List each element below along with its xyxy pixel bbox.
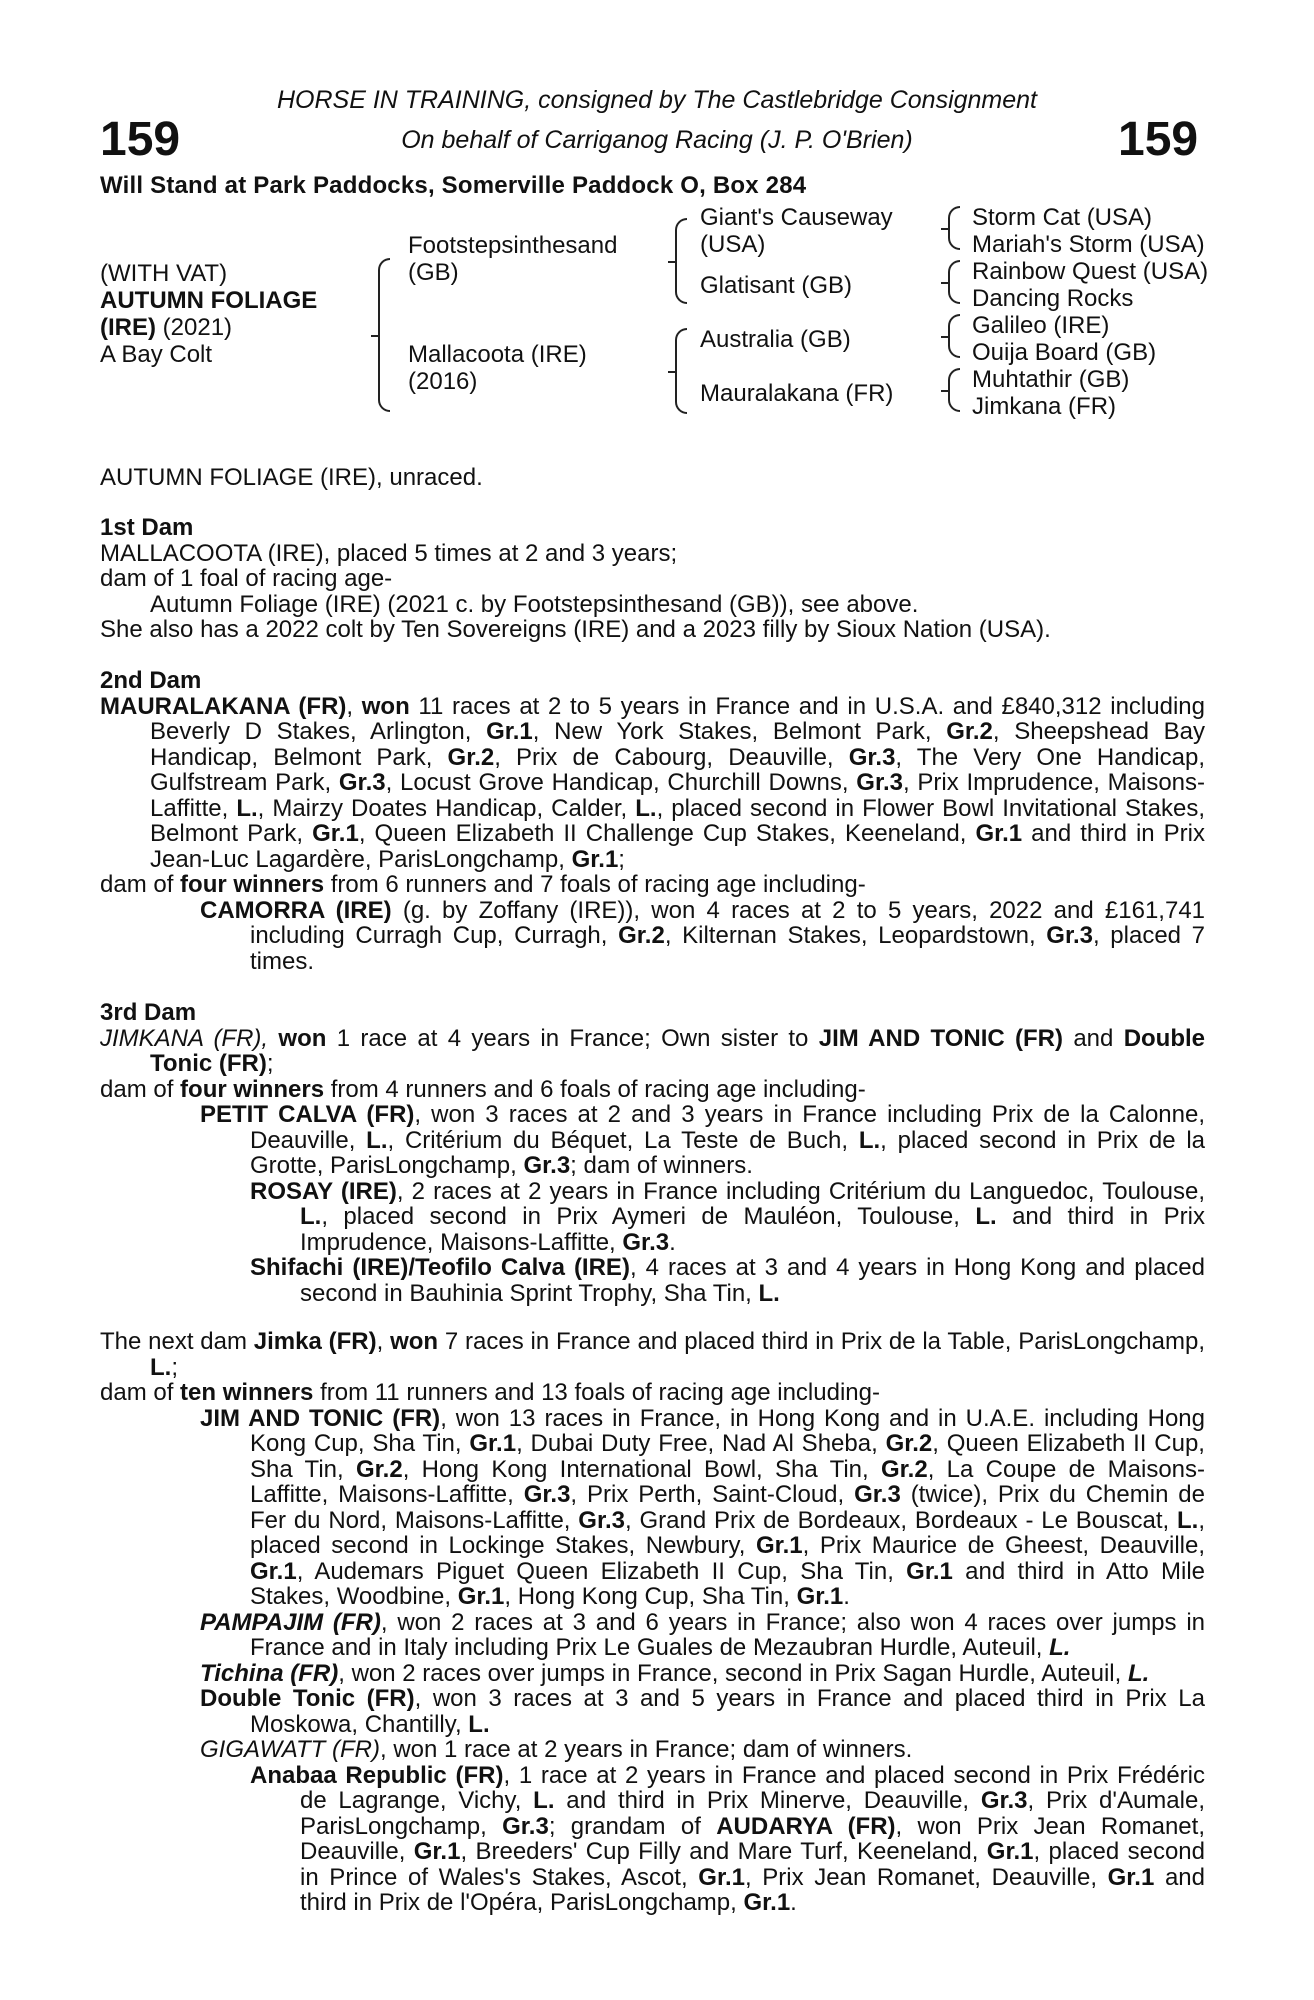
first-dam-section [100, 515, 1205, 643]
text-run: 11 races at 2 to 5 years in France and in U.S.A. and £840,312 including Beverly D Stakes, Arlington, [150, 692, 1205, 745]
text-run: L. [1176, 1506, 1199, 1534]
text-run: , The Very One Handicap, Gulfstream Park, [150, 743, 1205, 796]
text-run: , won Prix Jean Romanet, Deauville, [300, 1812, 1205, 1865]
text-run: Gr.1 [906, 1557, 953, 1585]
text-run: Gr.1 [755, 1532, 803, 1559]
text-run: L. [468, 1710, 490, 1738]
next-dam-record [100, 1329, 1205, 1380]
horse-year: (2021) [156, 314, 233, 341]
text-run: (twice), Prix du Chemin de Fer du Nord, Maisons-Laffitte, [250, 1481, 1206, 1534]
text-run: , placed second in Lockinge Stakes, Newbury, [250, 1506, 1205, 1559]
text-run: . [669, 1228, 676, 1256]
text-run: Gr.2 [355, 1455, 403, 1483]
brace-g3 [948, 314, 960, 358]
text-run: , Audemars Piguet Queen Elizabeth II Cup, Sha Tin, [296, 1557, 907, 1585]
text-run: ten winners [180, 1379, 314, 1406]
text-run: L. [758, 1279, 780, 1307]
text-run: won [278, 1024, 327, 1052]
text-run: , Queen Elizabeth II Cup, Sha Tin, [250, 1430, 1205, 1483]
text-run: L. [236, 794, 258, 822]
second-dam-section [100, 668, 1205, 974]
text-run: Gr.2 [885, 1430, 933, 1457]
gen3-8: Jimkana (FR) [972, 393, 1117, 420]
third-dam-name: JIMKANA (FR), [100, 1024, 269, 1052]
gen3-4: Dancing Rocks [972, 285, 1134, 312]
text-run: from 11 runners and 13 foals of racing age including- [313, 1379, 880, 1406]
text-run: and third in Atto Mile Stakes, Woodbine, [250, 1557, 1206, 1610]
lot-number-right: 159 [1118, 113, 1199, 166]
text-run: L. [858, 1126, 881, 1154]
stand-location: Will Stand at Park Paddocks, Somerville Paddock O, Box 284 [100, 172, 807, 199]
text-run: Gr.3 [622, 1228, 670, 1256]
gen3-block-4 [972, 366, 1129, 420]
text-run: , placed second in Prix de la Grotte, ParisLongchamp, [250, 1126, 1205, 1179]
text-run: , 4 races at 3 and 4 years in Hong Kong and placed second in Bauhinia Sprint Trophy, Sha Tin, [300, 1254, 1205, 1307]
text-run: won [390, 1328, 439, 1355]
petit-calva-entry [100, 1102, 1205, 1179]
text-run: , Dubai Duty Free, Nad Al Sheba, [516, 1430, 886, 1457]
text-run: , 1 race at 2 years in France and placed second in Prix Frédéric de Lagrange, Vichy, [300, 1761, 1205, 1814]
text-run: , won 3 races at 2 and 3 years in France including Prix de la Calonne, Deauville, [250, 1101, 1206, 1154]
text-run: Gr.1 [469, 1430, 517, 1457]
text-run: Gr.1 [457, 1583, 505, 1610]
text-run: . [790, 1889, 797, 1916]
text-run: , placed second in Prince of Wales's Stakes, Ascot, [300, 1838, 1205, 1891]
sire-name: Footstepsinthesand [408, 232, 618, 259]
text-run: and [1063, 1024, 1124, 1052]
text-run: , Critérium du Béquet, La Teste de Buch, [387, 1126, 859, 1154]
text-run: , Queen Elizabeth II Challenge Cup Stakes, Keeneland, [358, 820, 976, 847]
text-run: L. [1127, 1659, 1150, 1687]
won-label: won [361, 692, 410, 720]
text-run: , Locust Grove Handicap, Churchill Downs, [385, 769, 857, 796]
sire-sire [700, 204, 893, 258]
text-run: Gr.1 [1107, 1863, 1155, 1891]
text-run: and third in Prix Imprudence, Maisons-Laffitte, [300, 1203, 1205, 1256]
text-run: four winners [180, 871, 325, 898]
first-dam-line1: MALLACOOTA (IRE), placed 5 times at 2 and 3 years; [100, 539, 678, 567]
text-run: L. [150, 1353, 172, 1381]
text-run: Gr.1 [413, 1838, 461, 1865]
tichina-entry [100, 1661, 1205, 1687]
text-run: Gr.3 [523, 1481, 571, 1508]
text-run: Gr.3 [1046, 922, 1093, 949]
text-run: , won 2 races at 3 and 6 years in France; also won 4 races over jumps in France and in Italy including Prix Le Guales de Mezaubran Hurdle, Auteuil, [250, 1608, 1206, 1661]
gen3-1: Storm Cat (USA) [972, 204, 1153, 231]
text-run: L. [300, 1203, 322, 1230]
text-run: , Grand Prix de Bordeaux, Bordeaux - Le Bouscat, [625, 1506, 1177, 1534]
text-run: , Hong Kong Cup, Sha Tin, [504, 1583, 797, 1610]
dam-name: Mallacoota (IRE) [408, 341, 587, 368]
text-run: Gr.3 [980, 1787, 1028, 1814]
first-dam-line2: dam of 1 foal of racing age- [100, 565, 393, 592]
text-run: , won 13 races in France, in Hong Kong and in U.A.E. including Hong Kong Cup, Sha Tin, [250, 1404, 1206, 1457]
text-run: and third in Prix Minerve, Deauville, [554, 1787, 981, 1814]
camorra-entry [100, 898, 1205, 975]
text-run: , Prix Maurice de Gheest, Deauville, [802, 1532, 1205, 1559]
ss-name: Giant's Causeway [700, 204, 893, 231]
third-dam-section [100, 1000, 1205, 1306]
shifachi-entry [100, 1255, 1205, 1306]
text-run: ; [171, 1353, 178, 1381]
text-run: PAMPAJIM (FR) [200, 1608, 381, 1636]
text-run: , Hong Kong International Bowl, Sha Tin, [402, 1455, 881, 1483]
text-run: , Sheepshead Bay Handicap, Belmont Park, [150, 718, 1206, 771]
text-run: ; dam of winners. [570, 1152, 753, 1179]
text-run: L. [975, 1203, 997, 1230]
text-run: Gr.1 [571, 845, 619, 873]
anabaa-republic-entry [100, 1763, 1205, 1916]
text-run: 7 races in France and placed third in Prix de la Table, ParisLongchamp, [438, 1328, 1205, 1355]
text-run: , won 1 race at 2 years in France; dam of winners. [380, 1736, 913, 1763]
jim-and-tonic-entry [100, 1406, 1205, 1610]
text-run: , placed 7 times. [250, 922, 1206, 975]
text-run: ; [266, 1050, 274, 1077]
text-run: The next dam [100, 1328, 254, 1355]
vat-label: (WITH VAT) [100, 260, 228, 287]
text-run: , placed second in Flower Bowl Invitational Stakes, Belmont Park, [150, 794, 1206, 847]
text-run: dam of [100, 871, 181, 898]
text-run: , placed second in Prix Aymeri de Mauléon, Toulouse, [321, 1203, 976, 1230]
text-run: Gr.2 [946, 718, 993, 745]
text-run: four winners [180, 1075, 325, 1103]
text-run: Gr.1 [312, 820, 359, 847]
text-run: , Prix Imprudence, Maisons-Laffitte, [150, 769, 1206, 822]
text-run: Gr.3 [856, 769, 903, 796]
camorra-name: CAMORRA (IRE) [200, 896, 392, 924]
brace-g4 [948, 368, 960, 412]
lot-number-left: 159 [100, 113, 181, 166]
text-run: Gr.1 [975, 820, 1023, 847]
text-run: , Kilternan Stakes, Leopardstown, [664, 922, 1047, 949]
text-run: , Breeders' Cup Filly and Mare Turf, Keeneland, [460, 1838, 987, 1865]
text-run: Gr.1 [743, 1889, 791, 1916]
text-run: JIM AND TONIC (FR) [818, 1024, 1063, 1052]
text-run: Gr.3 [502, 1812, 549, 1840]
pampajim-entry [100, 1610, 1205, 1661]
text-run: from 4 runners and 6 foals of racing age including- [324, 1075, 866, 1103]
text-run: Gr.2 [618, 922, 665, 949]
dam-dam: Mauralakana (FR) [700, 380, 894, 407]
text-run: PETIT CALVA (FR) [200, 1101, 415, 1128]
text-run: Double Tonic (FR) [200, 1685, 415, 1712]
horse-suffix: (IRE) [100, 314, 156, 341]
gen3-7: Muhtathir (GB) [972, 366, 1130, 393]
first-dam-note: She also has a 2022 colt by Ten Sovereigns (IRE) and a 2023 filly by Sioux Nation (USA). [100, 616, 1051, 643]
text-run: , won 3 races at 3 and 5 years in France and placed third in Prix La Moskowa, Chantilly, [250, 1685, 1205, 1738]
text-run: Shifachi (IRE)/Teofilo Calva (IRE) [250, 1254, 630, 1281]
horse-block [100, 260, 317, 368]
sire [408, 232, 617, 286]
text-run: Double Tonic (FR) [150, 1024, 1206, 1077]
text-run: Gr.1 [486, 718, 533, 745]
consignor-line: HORSE IN TRAINING, consigned by The Castlebridge Consignment [276, 86, 1038, 114]
third-dam-heading: 3rd Dam [100, 999, 197, 1026]
second-dam-record: MAURALAKANA (FR), won 11 races at 2 to 5 years in France and in U.S.A. and £840,312 including Beverly D Stakes, Arlington, Gr.1, New York Stakes, Belmont Park, Gr.2, Sheepshead Bay Handicap, Belmont Park, Gr.2, Prix de Cabourg, Deauville, Gr.3, The Very One Handicap, Gulfstream Park, Gr.3, Locust Grove Handicap, Churchill Downs, Gr.3, Prix Imprudence, Maisons-Laffitte, L., Mairzy Doates Handicap, Calder, L., placed second in Flower Bowl Invitational Stakes, Belmont Park, Gr.1, Queen Elizabeth II Challenge Cup Stakes, Keeneland, Gr.1 and third in Prix Jean-Luc Lagardère, ParisLongchamp, Gr.1; [100, 692, 1206, 873]
second-dam-heading: 2nd Dam [100, 667, 202, 694]
text-run: Gr.2 [447, 743, 495, 771]
text-run: Gr.3 [848, 743, 896, 771]
text-run: , New York Stakes, Belmont Park, [532, 718, 947, 745]
text-run: ROSAY (IRE) [250, 1177, 397, 1205]
text-run: dam of [100, 1075, 181, 1103]
text-run: , Prix Jean Romanet, Deauville, [744, 1863, 1108, 1891]
horse-name: AUTUMN FOLIAGE [100, 287, 318, 314]
text-run: GIGAWATT (FR) [200, 1736, 380, 1763]
race-summary: AUTUMN FOLIAGE (IRE), unraced. [100, 464, 483, 491]
gen3-5: Galileo (IRE) [972, 312, 1110, 339]
dam-year: (2016) [408, 368, 478, 395]
text-run: from 6 runners and 7 foals of racing age including- [324, 871, 866, 898]
vendor-line: On behalf of Carriganog Racing (J. P. O'Brien) [401, 126, 913, 154]
horse-description: A Bay Colt [100, 341, 213, 368]
text-run: Gr.3 [578, 1506, 625, 1534]
text-run: and third in Prix de l'Opéra, ParisLongchamp, [300, 1863, 1205, 1916]
text-run: , won 2 races over jumps in France, second in Prix Sagan Hurdle, Auteuil, [338, 1659, 1128, 1687]
text-run: , La Coupe de Maisons-Laffitte, Maisons-Laffitte, [250, 1455, 1206, 1508]
text-run: dam of [100, 1379, 181, 1406]
text-run: ; [618, 845, 625, 873]
double-tonic-entry [100, 1686, 1205, 1737]
gen3-block-3 [972, 312, 1156, 366]
text-run: Gr.1 [986, 1838, 1034, 1865]
text-run: Tichina (FR) [200, 1659, 339, 1687]
gen3-3: Rainbow Quest (USA) [972, 258, 1209, 285]
next-dam-name: Jimka (FR) [253, 1328, 377, 1355]
sire-dam: Glatisant (GB) [700, 272, 853, 299]
rosay-entry [100, 1179, 1205, 1256]
third-dam-record [100, 1026, 1205, 1077]
text-run: Gr.1 [796, 1583, 844, 1610]
dam [408, 341, 587, 395]
text-run: L. [366, 1126, 388, 1154]
text-run: Gr.1 [698, 1863, 745, 1891]
brace-g2 [948, 260, 960, 304]
third-dam-produce-summary [100, 1077, 1205, 1103]
text-run: (g. by Zoffany (IRE)), won 4 races at 2 to 5 years, 2022 and £161,741 including Curragh Cup, Curragh, [250, 896, 1206, 949]
text-run: L. [635, 794, 657, 822]
gigawatt-entry [100, 1737, 1205, 1763]
text-run: L. [1049, 1634, 1071, 1661]
first-dam-heading: 1st Dam [100, 514, 194, 541]
text-run: Gr.2 [881, 1455, 928, 1483]
text-run: Gr.3 [338, 769, 386, 796]
text-run: , Prix de Cabourg, Deauville, [494, 743, 849, 771]
gen3-6: Ouija Board (GB) [972, 339, 1157, 366]
text-run: Gr.3 [523, 1152, 571, 1179]
sire-country: (GB) [408, 259, 459, 286]
text-run: AUDARYA (FR) [716, 1812, 896, 1840]
text-run: . [843, 1583, 850, 1610]
ss-country: (USA) [700, 231, 766, 258]
next-dam-section [100, 1329, 1205, 1916]
gen3-block-1 [972, 204, 1205, 258]
text-run: Gr.1 [250, 1557, 297, 1585]
next-dam-produce-summary [100, 1380, 1205, 1406]
text-run: , Prix Perth, Saint-Cloud, [570, 1481, 855, 1508]
text-run: ; grandam of [548, 1812, 717, 1840]
text-run: and third in Prix Jean-Luc Lagardère, ParisLongchamp, [150, 820, 1205, 873]
text-run: JIM AND TONIC (FR) [200, 1404, 441, 1432]
text-run: , Mairzy Doates Handicap, Calder, [257, 794, 636, 822]
brace-g1 [948, 206, 960, 250]
text-run: , [376, 1328, 391, 1355]
text-run: Anabaa Republic (FR) [250, 1761, 504, 1789]
text-run: Gr.3 [854, 1481, 901, 1508]
first-dam-produce: Autumn Foliage (IRE) (2021 c. by Footstepsinthesand (GB)), see above. [150, 590, 919, 618]
brace-gen1 [378, 258, 390, 412]
brace-sire [675, 218, 687, 304]
text-run: L. [533, 1787, 555, 1814]
text-run: , Prix d'Aumale, ParisLongchamp, [300, 1787, 1205, 1840]
brace-dam [675, 328, 687, 414]
dam-sire: Australia (GB) [700, 326, 851, 353]
text-run: 1 race at 4 years in France; Own sister to [326, 1024, 819, 1052]
text-run: , 2 races at 2 years in France including Critérium du Languedoc, Toulouse, [396, 1177, 1206, 1205]
gen3-block-2 [972, 258, 1208, 312]
second-dam-name: MAURALAKANA (FR) [100, 692, 347, 720]
second-dam-produce-summary [100, 872, 1205, 898]
gen3-2: Mariah's Storm (USA) [972, 231, 1205, 258]
